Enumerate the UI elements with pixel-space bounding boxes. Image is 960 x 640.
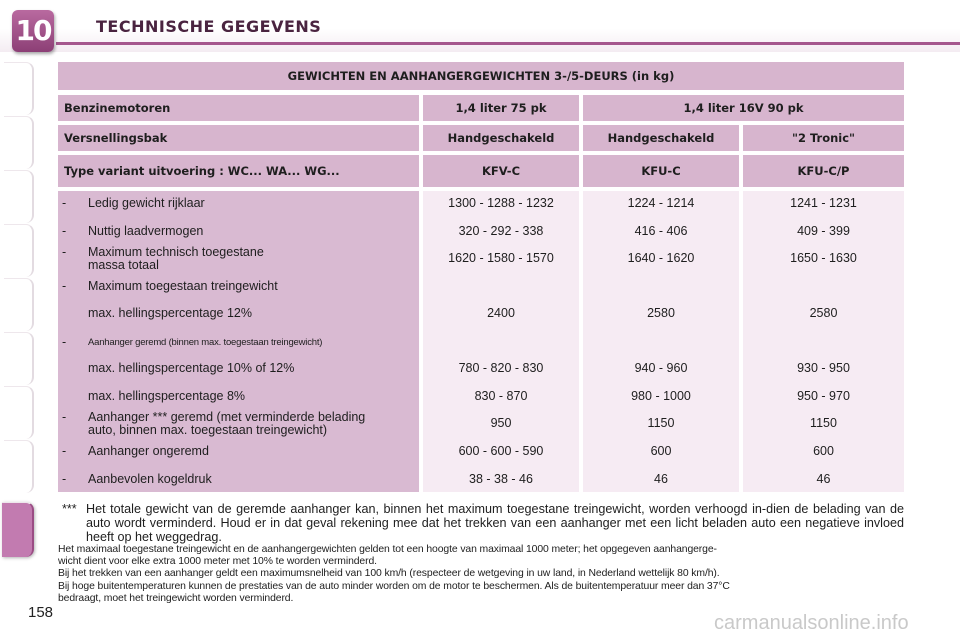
variant-header: KFV-C: [423, 155, 579, 187]
header-divider: [56, 42, 960, 45]
note-line: Bij hoge buitentemperaturen kunnen de prestaties van de auto minder worden om de motor te beschermen. Als de buitentemperatuur meer dan 37°C: [58, 580, 730, 592]
weights-table: GEWICHTEN EN AANHANGERGEWICHTEN 3-/5-DEURS (in kg) Benzinemotoren 1,4 liter 75 pk 1,4 liter 16V 90 pk Versnellingsbak Handgeschakeld Handgeschakeld "2 Tronic" Type variant uitvoering : WC... WA... WG... KFV-C KFU-C KFU-C/P - Ledig gewicht rijklaar 1300 - 1288 - 1232 1224 - 1214 1241 - 1231 - Nuttig laadvermogen 320 - 292 - 338 416 - 406 409 - 399 - Maximum technisch toegestane massa totaal 1620 - 1580 - 1570 1640 - 1620 1650 - 1630 - Maximum toegestaan treingewicht max. hellingspercentage 12% 2400 2580 2580 - Aanhanger geremd (binnen max. toegestaan treingewicht) max. hellingspercentage 10% of 12% 780 - 820 - 830 940 - 960 930 - 950 max. hellingspercentage 8% 830 - 870 980 - 1000 950 - 970 - Aanhanger *** geremd (met verminderde belading auto, binnen max. toegestaan treingewicht) 950 1150 1150 - Aanhanger ongeremd 600 - 600 - 590 600 600 - Aanbevolen kogeldruk 38 - 38 - 46 46 46: [58, 62, 904, 492]
table-cell: 1150: [647, 416, 675, 430]
table-cell: 2400: [487, 306, 515, 320]
table-cell: 1241 - 1231: [790, 196, 857, 210]
engine-header: 1,4 liter 75 pk: [423, 95, 579, 121]
chapter-number: 10: [15, 14, 51, 47]
table-cell: 1650 - 1630: [790, 251, 857, 265]
side-tab[interactable]: [4, 278, 34, 331]
side-tab[interactable]: [4, 62, 34, 115]
chapter-badge: [12, 10, 54, 52]
table-cell: 416 - 406: [634, 224, 688, 238]
footnote-text: Het totale gewicht van de geremde aanhanger kan, binnen het maximum toegestane treingewicht, worden verhoogd in-dien de belading van de auto wordt verminderd. Houd er in dat geval rekening mee dat het trekken van een aanhanger met een licht beladen auto een negatieve invloed heeft op het weggedrag.: [86, 502, 904, 544]
table-cell: 950 - 970: [797, 389, 850, 403]
variant-header: KFU-C: [583, 155, 739, 187]
table-cell: 600 - 600 - 590: [458, 444, 544, 458]
note-line: wicht dient voor elke extra 1000 meter met 10% te worden verminderd.: [58, 556, 377, 568]
note-line: Het maximaal toegestane treingewicht en de aanhangergewichten gelden tot een hoogte van maximaal 1000 meter; het opgegeven aanhangerge-: [58, 544, 717, 555]
table-cell: 1224 - 1214: [627, 196, 695, 210]
table-cell: 930 - 950: [797, 361, 850, 375]
table-cell: 980 - 1000: [631, 389, 691, 403]
table-cell: 2580: [647, 306, 675, 320]
table-cell: 950: [490, 416, 512, 430]
gearbox-header: Handgeschakeld: [423, 125, 579, 151]
note-line: Bij het trekken van een aanhanger geldt een maximumsnelheid van 100 km/h (respecteer de wetgeving in uw land, in Nederland wettelijk 80 km/h).: [58, 568, 720, 580]
side-tab[interactable]: [4, 116, 34, 169]
engine-label: Benzinemotoren: [58, 95, 419, 121]
table-cell: 1620 - 1580 - 1570: [448, 251, 554, 265]
table-cell: 46: [654, 472, 668, 486]
table-cell: 780 - 820 - 830: [458, 361, 544, 375]
side-tab[interactable]: [4, 386, 34, 439]
table-cell: 320 - 292 - 338: [458, 224, 544, 238]
engine-header: 1,4 liter 16V 90 pk: [583, 95, 904, 121]
gearbox-header: "2 Tronic": [743, 125, 904, 151]
variant-label: Type variant uitvoering : WC... WA... WG...: [58, 155, 419, 187]
table-cell: 1640 - 1620: [627, 251, 695, 265]
table-cell: 409 - 399: [797, 224, 850, 238]
note-line: bedraagt, moet het treingewicht worden verminderd.: [58, 592, 294, 604]
table-cell: 600: [650, 444, 672, 458]
side-tab[interactable]: [4, 332, 34, 385]
table-cell: 1150: [810, 416, 837, 430]
table-title: GEWICHTEN EN AANHANGERGEWICHTEN 3-/5-DEURS (in kg): [58, 62, 904, 90]
table-cell: 940 - 960: [634, 361, 688, 375]
table-cell: 830 - 870: [474, 389, 528, 403]
side-tab[interactable]: [4, 170, 34, 223]
side-tab-active[interactable]: [2, 502, 34, 557]
table-cell: 1300 - 1288 - 1232: [448, 196, 554, 210]
table-cell: 38 - 38 - 46: [469, 472, 533, 486]
table-cell: 2580: [809, 306, 838, 320]
footnote-main: [62, 502, 904, 544]
table-cell: 600: [813, 444, 834, 458]
side-tab[interactable]: [4, 440, 34, 493]
side-tab-strip: [0, 62, 40, 562]
watermark: carmanualsonline.info: [714, 612, 909, 634]
table-cell: 46: [816, 472, 831, 486]
footnote-marker: ***: [62, 502, 77, 516]
gearbox-label: Versnellingsbak: [58, 125, 419, 151]
side-tab[interactable]: [4, 224, 34, 277]
page-title: TECHNISCHE GEGEVENS: [96, 17, 322, 36]
gearbox-header: Handgeschakeld: [583, 125, 739, 151]
page-number: 158: [28, 604, 54, 621]
variant-header: KFU-C/P: [743, 155, 904, 187]
additional-notes: [58, 544, 906, 605]
